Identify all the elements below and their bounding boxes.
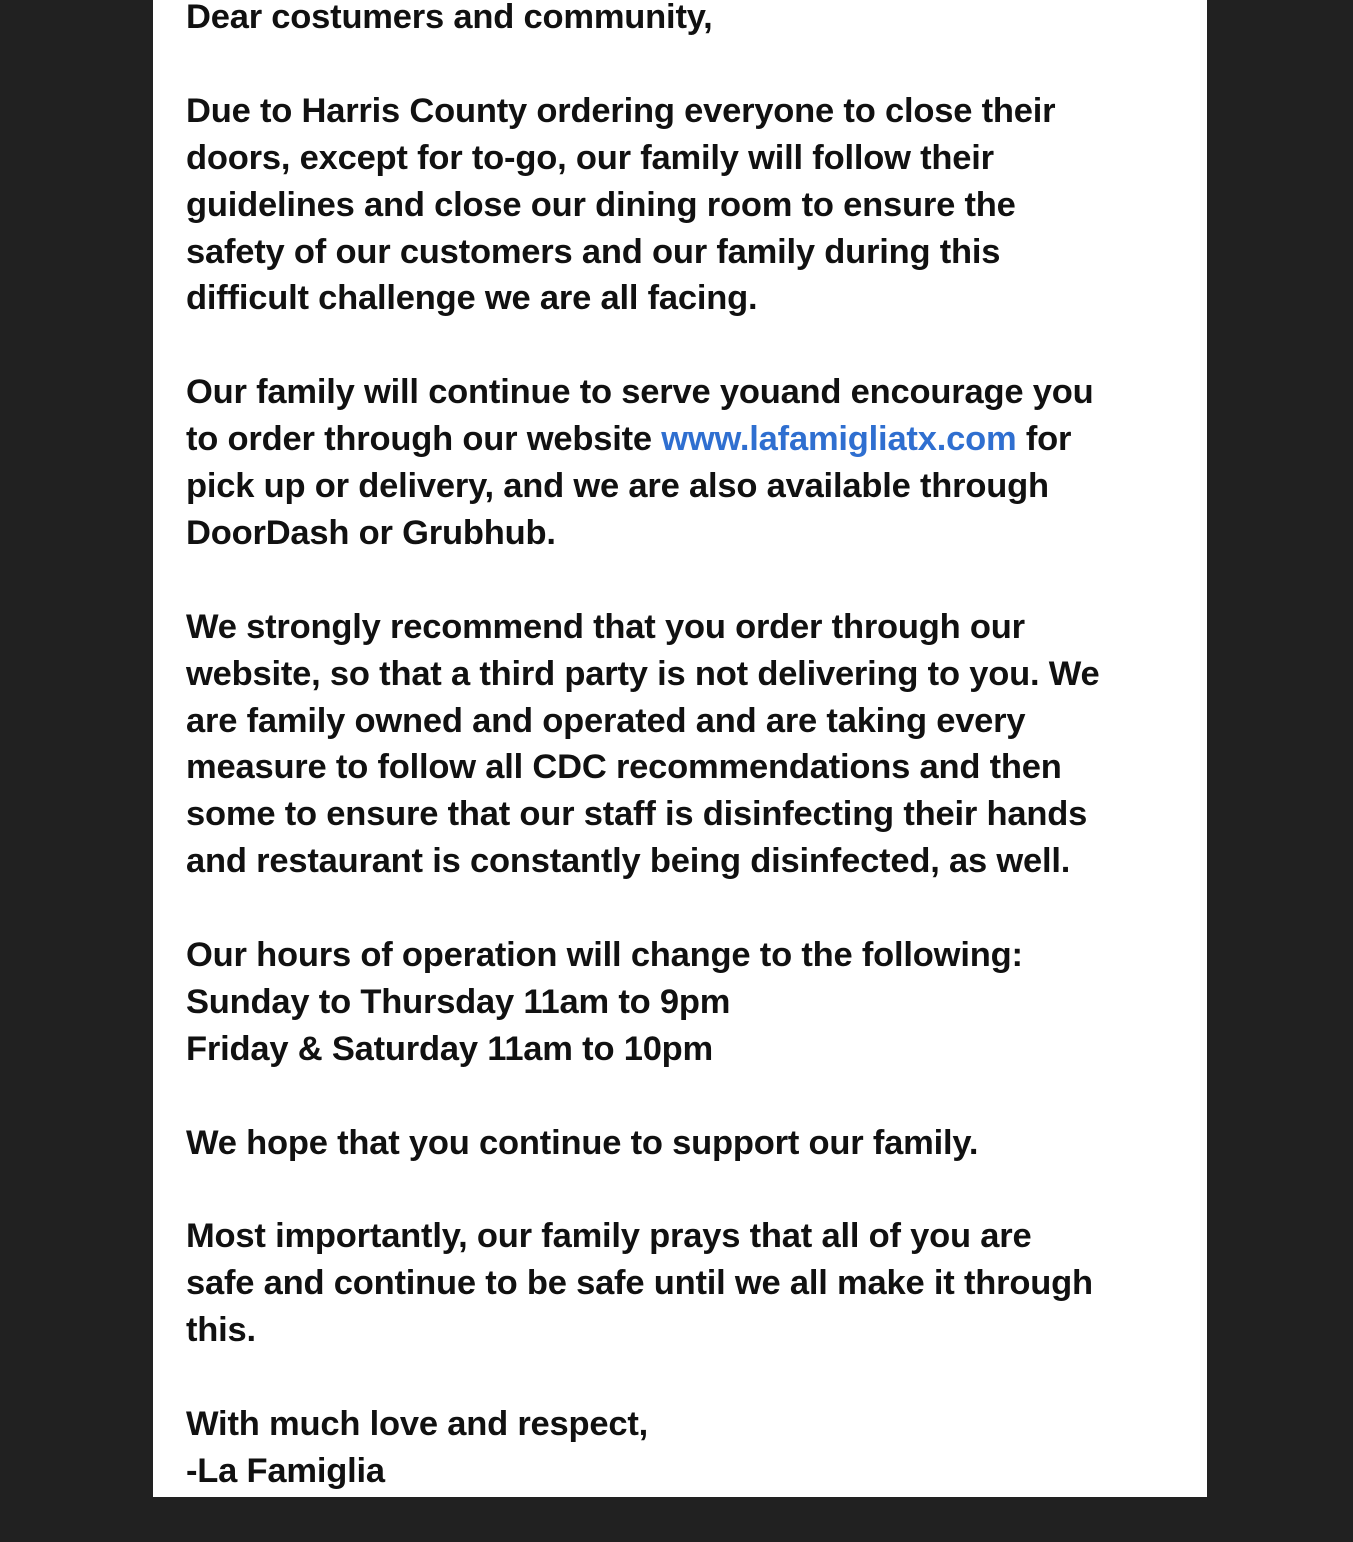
text-line: We hope that you continue to support our family. (186, 1123, 979, 1162)
greeting (186, 0, 1206, 41)
text-line: safe and continue to be safe until we all make it through (186, 1264, 1093, 1303)
paragraph-recommendation (186, 604, 1206, 885)
text-line: some to ensure that our staff is disinfecting their hands (186, 795, 1088, 834)
paragraph-prayers (186, 1213, 1206, 1354)
text-line: and restaurant is constantly being disinfected, as well. (186, 842, 1071, 881)
paragraph-closure-notice (186, 88, 1206, 323)
sign-off (186, 1401, 1206, 1495)
text-line (186, 416, 1206, 463)
text-line: DoorDash or Grubhub. (186, 513, 556, 552)
paragraph-ordering (186, 369, 1206, 557)
text-line: Most importantly, our family prays that all of you are (186, 1217, 1032, 1256)
text-line: safety of our customers and our family during this (186, 232, 1001, 271)
text-line: website, so that a third party is not delivering to you. We (186, 654, 1100, 693)
text-line: guidelines and close our dining room to ensure the (186, 185, 1016, 224)
hours-weekday: Sunday to Thursday 11am to 9pm (186, 982, 731, 1021)
text-line: We strongly recommend that you order through our (186, 607, 1025, 646)
text-line: Due to Harris County ordering everyone to close their (186, 91, 1056, 130)
text-fragment: for (1016, 420, 1072, 459)
text-line: pick up or delivery, and we are also available through (186, 467, 1049, 506)
letter-body (186, 0, 1206, 1542)
paragraph-hours (186, 932, 1206, 1073)
text-line: doors, except for to-go, our family will follow their (186, 138, 994, 177)
text-line: are family owned and operated and are taking every (186, 701, 1026, 740)
text-line: measure to follow all CDC recommendations and then (186, 748, 1062, 787)
paragraph-support (186, 1120, 1206, 1167)
hours-weekend: Friday & Saturday 11am to 10pm (186, 1029, 714, 1068)
text-line: difficult challenge we are all facing. (186, 279, 758, 318)
text-line: this. (186, 1311, 256, 1350)
website-link[interactable]: www.lafamigliatx.com (661, 420, 1017, 459)
hours-heading: Our hours of operation will change to the following: (186, 936, 1023, 975)
closing-line: With much love and respect, (186, 1405, 649, 1444)
greeting-line: Dear costumers and community, (186, 0, 713, 36)
signature: -La Famiglia (186, 1451, 385, 1490)
text-fragment: to order through our website (186, 420, 662, 459)
text-line: Our family will continue to serve youand encourage you (186, 373, 1094, 412)
